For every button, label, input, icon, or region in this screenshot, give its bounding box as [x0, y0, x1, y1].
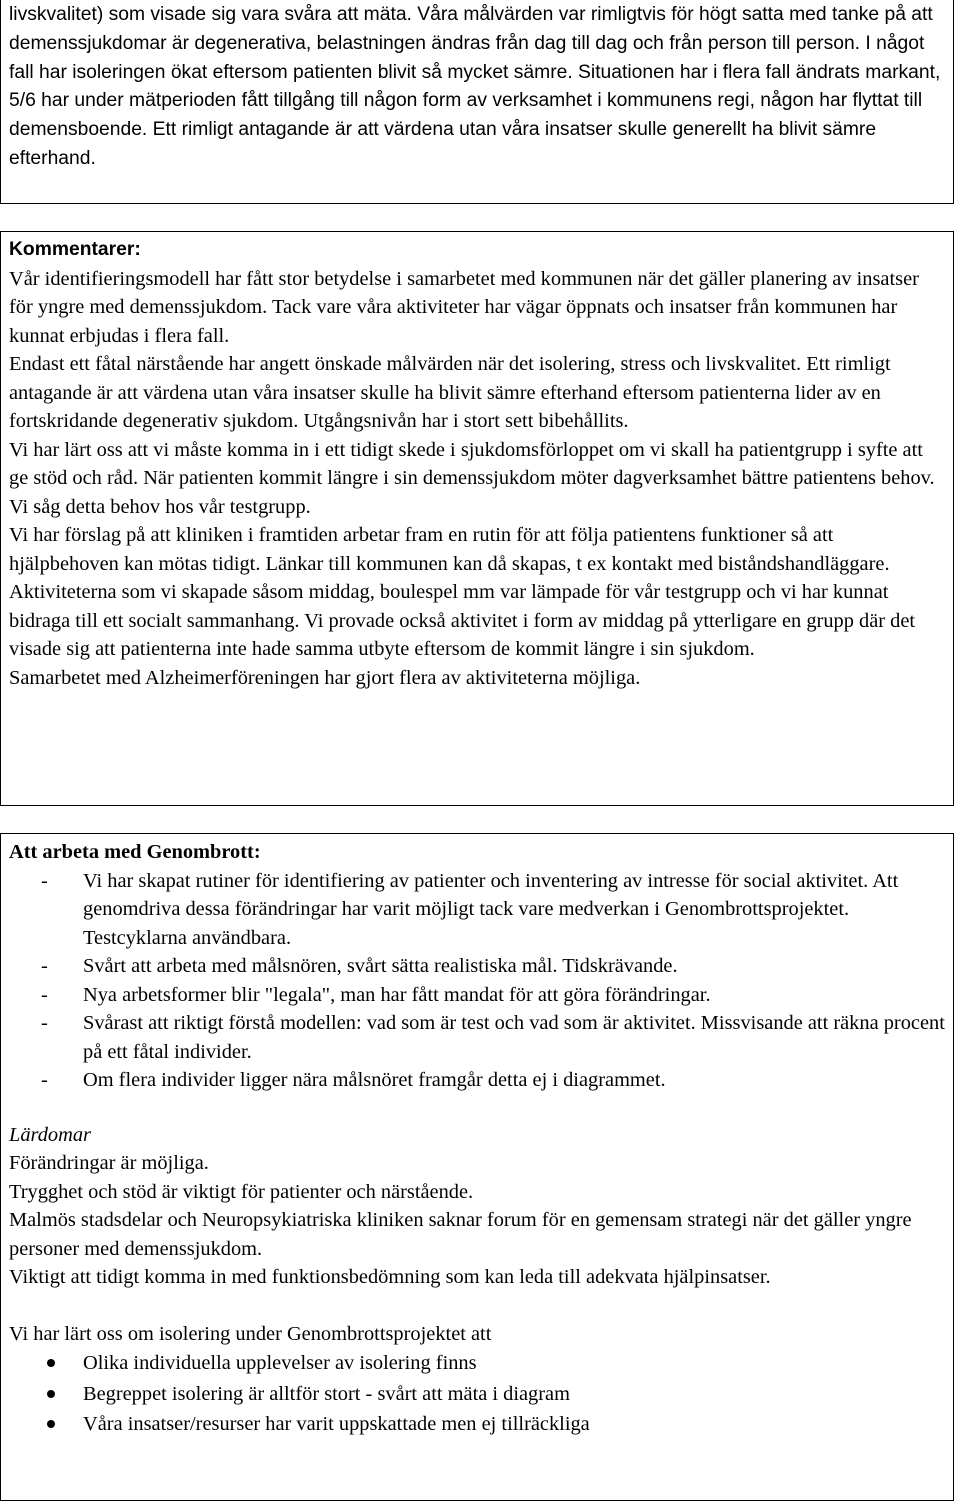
- comments-box: [0, 231, 954, 806]
- list-item-text: Olika individuella upplevelser av isolering finns: [83, 1352, 477, 1374]
- dash-marker: -: [41, 1069, 48, 1091]
- list-item: [9, 952, 945, 981]
- genombrott-box: [0, 833, 954, 1501]
- list-item: [9, 981, 945, 1010]
- lardomar-line: Förändringar är möjliga.: [9, 1152, 209, 1174]
- list-item-text: Begreppet isolering är alltför stort - svårt att mäta i diagram: [83, 1382, 570, 1405]
- bullet-icon: [47, 1420, 55, 1428]
- genombrott-list: [9, 867, 945, 1095]
- list-item-text: Svårast att riktigt förstå modellen: vad som är test och vad som är aktivitet. Missvisande att räkna procent på ett fåtal individer.: [83, 1012, 945, 1063]
- list-item: [9, 867, 945, 953]
- paragraph-results: livskvalitet) som visade sig vara svåra att mäta. Våra målvärden var rimligtvis för högt satta med tanke på att demenssjukdomar är degenerativa, belastningen ändras från dag till dag och från person till person. I något fall har isoleringen ökat eftersom patienten blivit så mycket sämre. Situationen har i flera fall ändrats markant, 5/6 har under mätperioden fått tillgång till någon form av verksamhet i kommunens regi, någon har flyttat till demensboende. Ett rimligt antagande är att värdena utan våra insatser skulle generellt ha blivit sämre efterhand.: [9, 4, 941, 169]
- list-item-text: Våra insatser/resurser har varit uppskattade men ej tillräckliga: [83, 1413, 590, 1435]
- comments-paragraph: Vi har lärt oss att vi måste komma in i ett tidigt skede i sjukdomsförloppet om vi skall ha patientgrupp i syfte att ge stöd och råd. När patienten kommit längre i sin demenssjukdom möter dagverksamhet bättre patientens behov. Vi såg detta behov hos vår testgrupp.: [9, 438, 935, 518]
- dash-marker: -: [41, 869, 48, 892]
- list-item-text: Nya arbetsformer blir "legala", man har fått mandat för att göra förändringar.: [83, 983, 711, 1006]
- top-text-box: [0, 0, 954, 204]
- comments-paragraph: Aktiviteterna som vi skapade såsom middag, boulespel mm var lämpade för vår testgrupp och vi har kunnat bidraga till ett socialt sammanhang. Vi provade också aktivitet i form av middag på ytterligare en grupp där det visade sig att patienterna inte hade samma utbyte eftersom de kommit längre i sin sjukdom.: [9, 581, 916, 660]
- comments-heading: Kommentarer:: [9, 239, 141, 260]
- comments-paragraph: Samarbetet med Alzheimerföreningen har gjort flera av aktiviteterna möjliga.: [9, 666, 641, 689]
- comments-body: [9, 265, 945, 693]
- comments-paragraph: Vi har förslag på att kliniken i framtiden arbetar fram en rutin för att följa patientens funktioner så att hjälpbehoven kan mötas tidigt. Länkar till kommunen kan då skapas, t ex kontakt med biståndshandläggare.: [9, 524, 890, 575]
- bullet-icon: [47, 1390, 55, 1398]
- list-item: [9, 1409, 945, 1440]
- dash-marker: -: [41, 983, 48, 1006]
- dash-marker: -: [41, 955, 48, 977]
- bullet-icon: [47, 1359, 55, 1367]
- lardomar-line: Trygghet och stöd är viktigt för patienter och närstående.: [9, 1180, 474, 1203]
- dash-marker: -: [41, 1012, 48, 1034]
- list-item: [9, 1066, 945, 1095]
- list-item: [9, 1379, 945, 1410]
- list-item-text: Vi har skapat rutiner för identifiering av patienter och inventering av intresse för social aktivitet. Att genomdriva dessa förändringar har varit möjligt tack vare medverkan i Genombrottsprojektet. Testcyklarna användbara.: [83, 869, 899, 949]
- list-item: [9, 1009, 945, 1066]
- comments-paragraph: Vår identifieringsmodell har fått stor betydelse i samarbetet med kommunen när det gäller planering av insatser för yngre med demenssjukdom. Tack vare våra aktiviteter har vägar öppnats och insatser från kommunen har kunnat erbjudas i flera fall.: [9, 267, 919, 347]
- lardomar-heading: Lärdomar: [9, 1123, 91, 1146]
- lardomar-line: Viktigt att tidigt komma in med funktionsbedömning som kan leda till adekvata hjälpinsatser.: [9, 1266, 771, 1288]
- list-item: [9, 1348, 945, 1379]
- genombrott-heading: Att arbeta med Genombrott:: [9, 841, 261, 863]
- list-item-text: Om flera individer ligger nära målsnöret framgår detta ej i diagrammet.: [83, 1069, 666, 1091]
- isolering-intro: Vi har lärt oss om isolering under Genombrottsprojektet att: [9, 1322, 492, 1345]
- comments-paragraph: Endast ett fåtal närstående har angett önskade målvärden när det isolering, stress och livskvalitet. Ett rimligt antagande är att värdena utan våra insatser skulle ha blivit sämre efterhand eftersom patienterna lider av en fortskridande degenerativ sjukdom. Utgångsnivån har i stort sett bibehållits.: [9, 353, 891, 432]
- isolering-list: [9, 1348, 945, 1440]
- lardomar-line: Malmös stadsdelar och Neuropsykiatriska kliniken saknar forum för en gemensam strategi när det gäller yngre personer med demenssjukdom.: [9, 1209, 912, 1260]
- list-item-text: Svårt att arbeta med målsnören, svårt sätta realistiska mål. Tidskrävande.: [83, 955, 678, 977]
